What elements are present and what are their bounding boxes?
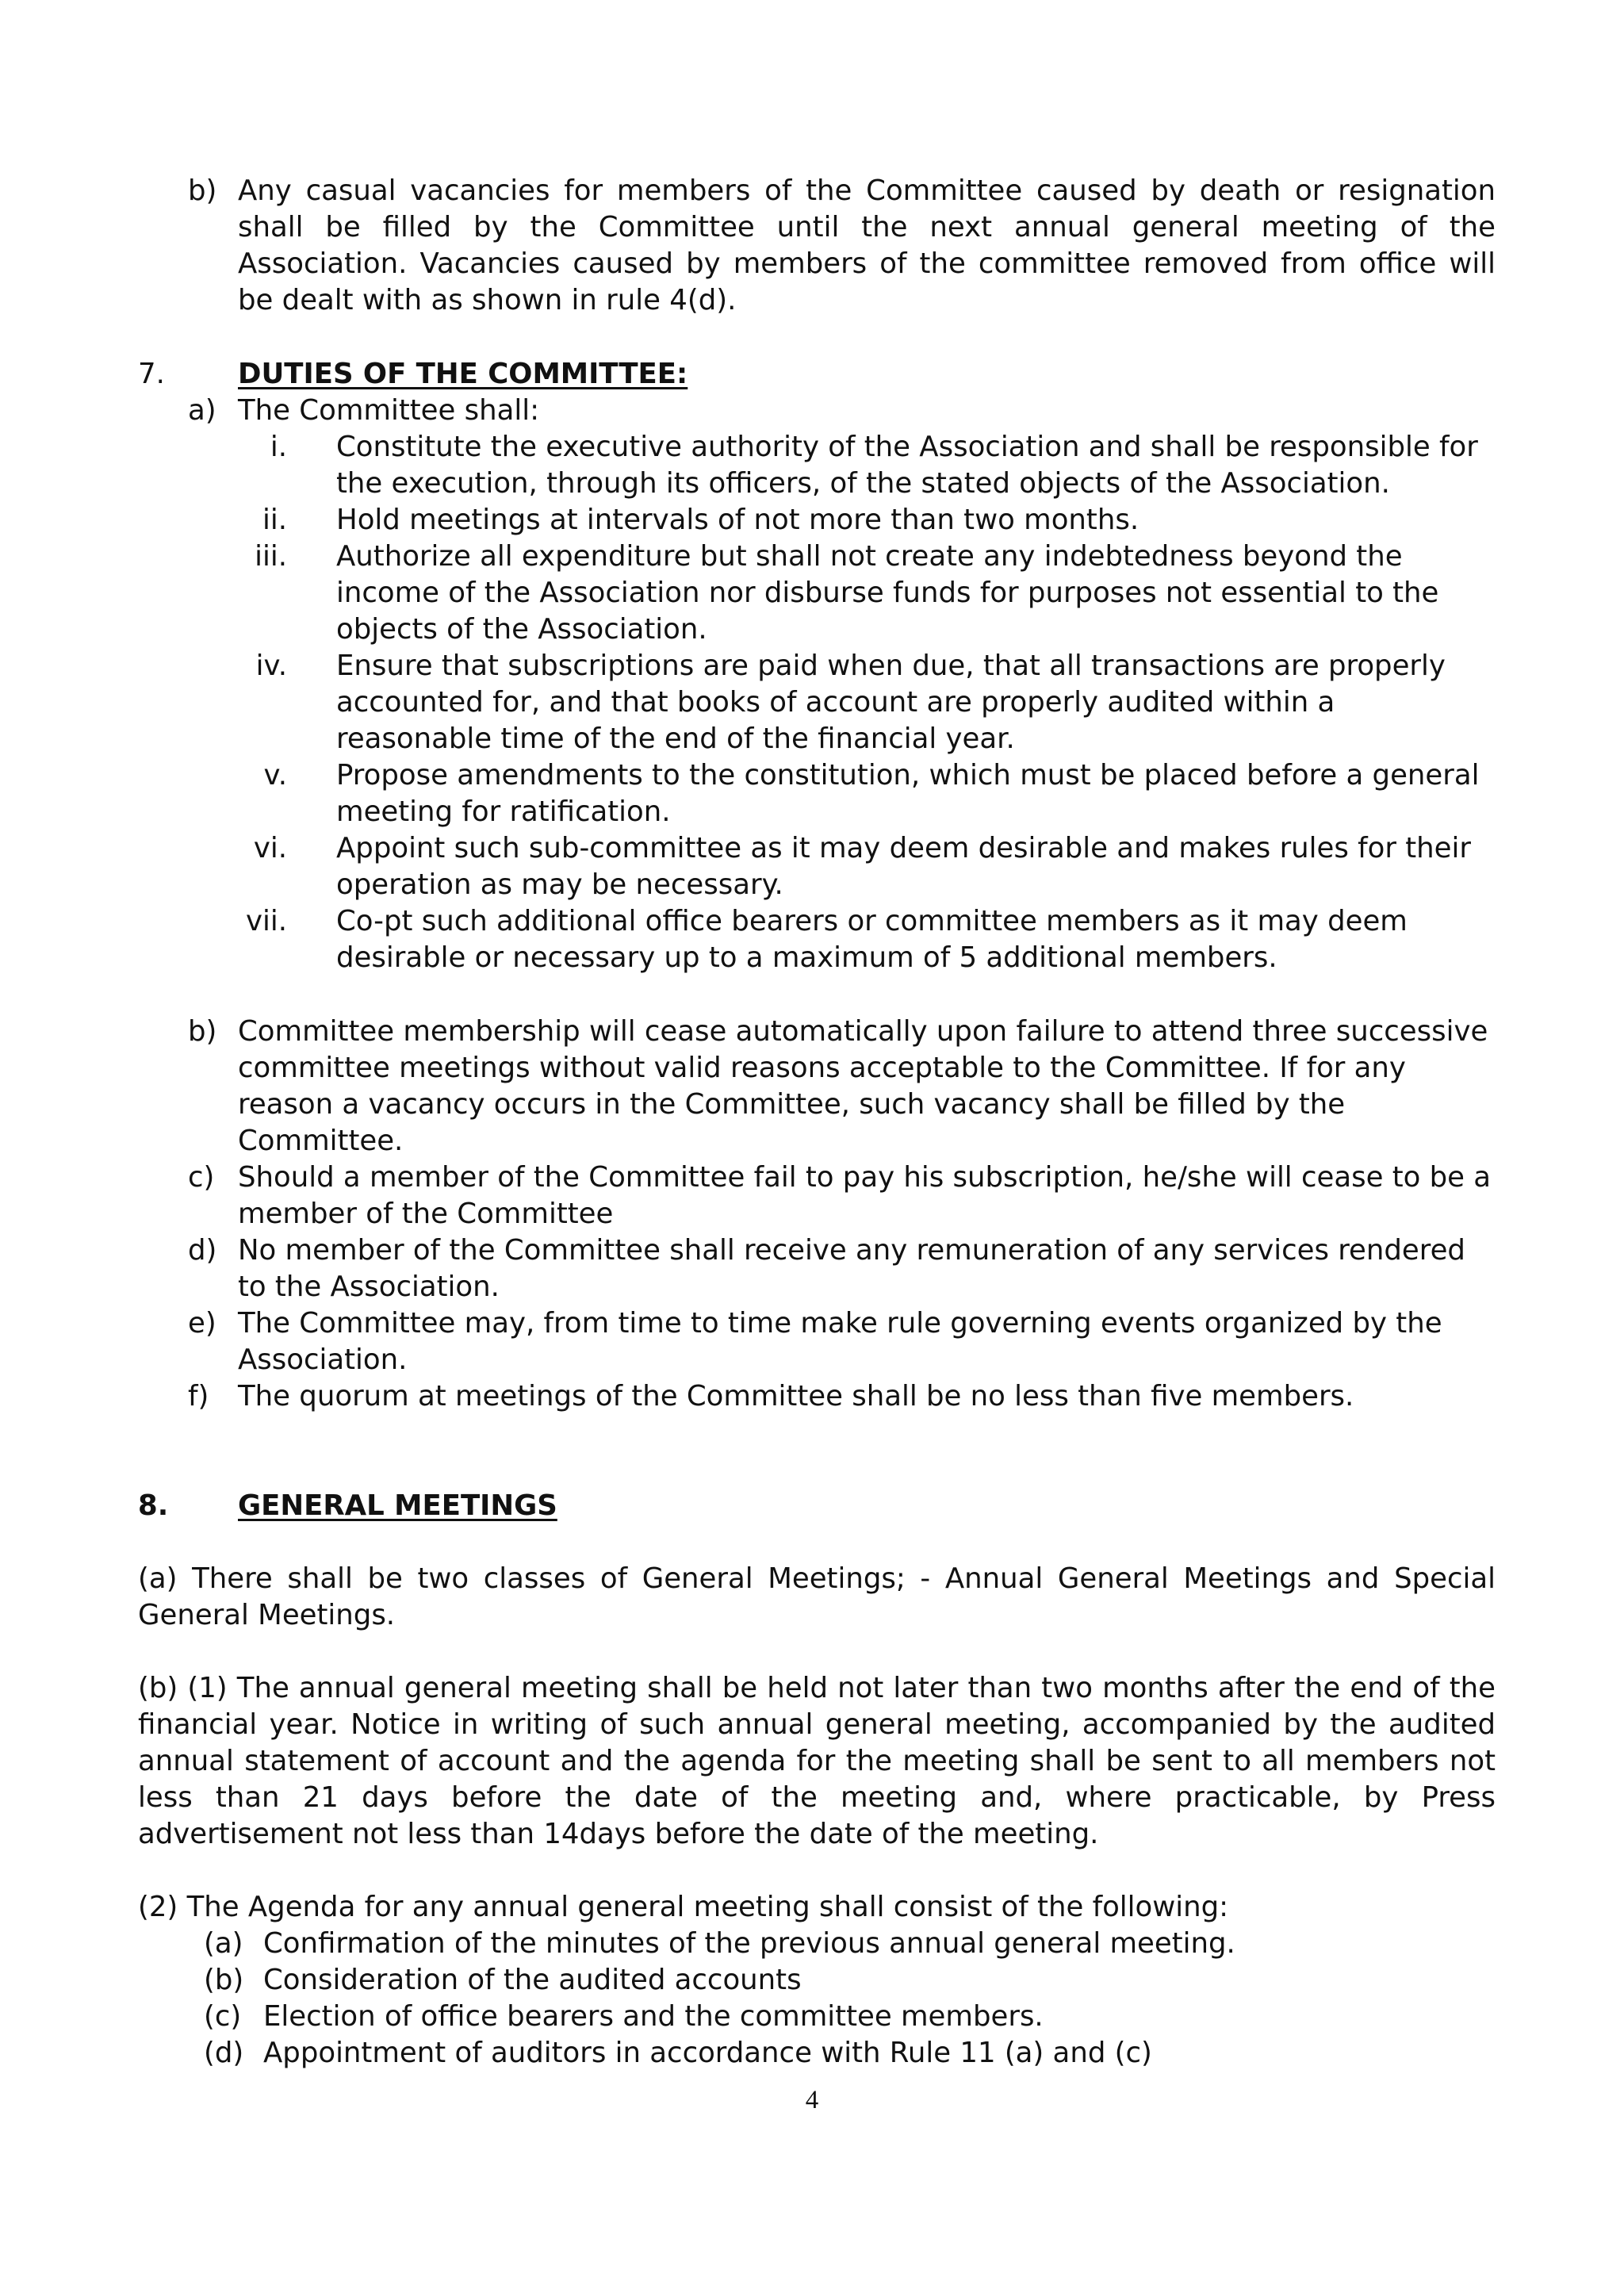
- paragraph-annual-meeting-notice: (b) (1) The annual general meeting shall be held not later than two months after the end of the financial year. Notice in writing of such annual general meeting, accompanied by the audited annual statement of account and the agenda for the meeting shall be sent to all members not less than 21 days before the date of the meeting and, where practicable, by Press advertisement not less than 14days before the date of the meeting.: [138, 1672, 1496, 1850]
- duty-item: [0, 502, 1496, 539]
- duty-text: Constitute the executive authority of the Association and shall be responsible for the execution, through its officers, of the stated objects of the Association.: [336, 431, 1478, 500]
- roman-marker: iii.: [255, 540, 287, 573]
- list-item-text: Should a member of the Committee fail to pay his subscription, he/she will cease to be a member of the Committee: [238, 1161, 1492, 1230]
- list-item: [0, 393, 1496, 429]
- list-marker: a): [188, 394, 216, 427]
- agenda-text: Consideration of the audited accounts: [263, 1964, 802, 1996]
- agenda-item: [0, 1926, 1496, 1962]
- list-marker: b): [188, 1015, 217, 1048]
- agenda-text: Confirmation of the minutes of the previous annual general meeting.: [263, 1927, 1235, 1960]
- roman-marker: vi.: [253, 832, 287, 864]
- agenda-list: [0, 1926, 1624, 2072]
- section-number: 8.: [138, 1489, 169, 1522]
- duty-item: [0, 757, 1496, 830]
- paragraph-agenda-intro: (2) The Agenda for any annual general meeting shall consist of the following:: [138, 1891, 1229, 1923]
- roman-marker: vii.: [245, 905, 287, 937]
- duty-text: Authorize all expenditure but shall not create any indebtedness beyond the income of the Association nor disburse funds for purposes not essential to the objects of the Association.: [336, 540, 1439, 646]
- duty-text: Ensure that subscriptions are paid when due, that all transactions are properly accounted for, and that books of account are properly audited within a reasonable time of the end of the financial year.: [336, 650, 1446, 755]
- list-item-text: Any casual vacancies for members of the Committee caused by death or resignation shall be filled by the Committee until the next annual general meeting of the Association. Vacancies caused by members of the committee removed from office will be dealt with as shown in rule 4(d).: [238, 174, 1496, 316]
- duty-item: [0, 903, 1496, 976]
- duty-item: [0, 539, 1496, 648]
- roman-marker: i.: [270, 431, 287, 463]
- list-item: [0, 1232, 1496, 1305]
- section-title: GENERAL MEETINGS: [238, 1489, 557, 1522]
- list-item-text: The quorum at meetings of the Committee shall be no less than five members.: [238, 1380, 1354, 1412]
- agenda-marker: (c): [204, 2000, 242, 2033]
- list-item: [0, 1378, 1496, 1415]
- agenda-item: [0, 1999, 1496, 2035]
- list-item: [0, 1014, 1496, 1159]
- list-item-text: No member of the Committee shall receive any remuneration of any services rendered to the Association.: [238, 1234, 1465, 1303]
- agenda-marker: (b): [204, 1964, 244, 1996]
- roman-marker: ii.: [262, 504, 287, 536]
- section-title: DUTIES OF THE COMMITTEE:: [238, 358, 688, 390]
- duty-item: [0, 648, 1496, 757]
- agenda-marker: (d): [204, 2037, 244, 2069]
- list-item-text: Committee membership will cease automatically upon failure to attend three successive committee meetings without valid reasons acceptable to the Committee. If for any reason a vacancy occurs in the Committee, such vacancy shall be filled by the Committee.: [238, 1015, 1488, 1157]
- list-item: [0, 1159, 1496, 1232]
- section-6-list: [0, 173, 1624, 319]
- duty-item: [0, 429, 1496, 502]
- duty-item: [0, 830, 1496, 903]
- list-item: [0, 173, 1496, 319]
- list-marker: d): [188, 1234, 217, 1267]
- list-marker: c): [188, 1161, 215, 1194]
- list-item-text: The Committee shall:: [238, 394, 540, 427]
- agenda-item: [0, 2035, 1496, 2072]
- duty-text: Hold meetings at intervals of not more than two months.: [336, 504, 1139, 536]
- agenda-marker: (a): [204, 1927, 243, 1960]
- duty-text: Propose amendments to the constitution, which must be placed before a general meeting for ratification.: [336, 759, 1480, 828]
- list-marker: b): [188, 174, 217, 207]
- committee-duties-list: [0, 429, 1624, 976]
- page-number: 4: [805, 2086, 819, 2114]
- agenda-text: Appointment of auditors in accordance with Rule 11 (a) and (c): [263, 2037, 1152, 2069]
- agenda-text: Election of office bearers and the committee members.: [263, 2000, 1044, 2033]
- list-item-text: The Committee may, from time to time make rule governing events organized by the Association.: [238, 1307, 1442, 1376]
- section-number: 7.: [138, 358, 165, 390]
- list-marker: e): [188, 1307, 216, 1340]
- duty-text: Appoint such sub-committee as it may deem desirable and makes rules for their operation as may be necessary.: [336, 832, 1471, 901]
- roman-marker: v.: [263, 759, 287, 792]
- duty-text: Co-pt such additional office bearers or committee members as it may deem desirable or necessary up to a maximum of 5 additional members.: [336, 905, 1408, 974]
- agenda-item: [0, 1962, 1496, 1999]
- list-item: [0, 1305, 1496, 1378]
- section-7-heading: [0, 356, 1624, 393]
- list-marker: f): [188, 1380, 209, 1412]
- section-7-list: [0, 1014, 1624, 1415]
- section-7-intro: [0, 393, 1624, 429]
- roman-marker: iv.: [255, 650, 287, 682]
- paragraph-general-meeting-classes: (a) There shall be two classes of General Meetings; - Annual General Meetings and Special General Meetings.: [138, 1562, 1496, 1631]
- section-8-heading: [0, 1488, 1624, 1524]
